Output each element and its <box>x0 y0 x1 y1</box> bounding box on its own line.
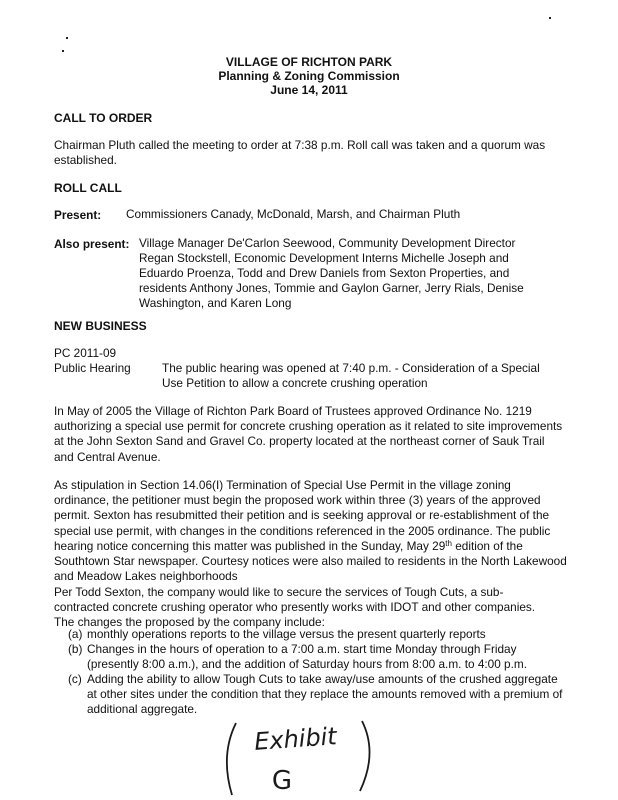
list-text: Adding the ability to allow Tough Cuts to take away/use amounts of the crushed aggregate at other sites under the condition that they replace the amounts removed with a premium of additional aggregate. <box>87 672 563 717</box>
paragraph-tough-cuts-line: The changes the proposed by the company include: <box>54 615 325 629</box>
paragraph-ordinance-history: In May of 2005 the Village of Richton Park Board of Trustees approved Ordinance No. 1219 authorizing a special use permit for concrete crushing operation as it related to site improvements at the John Sexton Sand and Gravel Co. property located at the northeast corner of Sauk Trail and Central Avenue. <box>54 404 563 464</box>
exhibit-letter: G <box>271 766 293 796</box>
document-date: June 14, 2011 <box>270 83 348 97</box>
paragraph-stipulation <box>54 478 568 584</box>
case-number: PC 2011-09 <box>54 346 117 360</box>
also-present-line: Village Manager De'Carlon Seewood, Community Development Director <box>139 236 516 250</box>
right-parenthesis <box>360 721 370 791</box>
also-present-line: Washington, and Karen Long <box>139 296 292 310</box>
list-marker: (b) <box>68 642 83 656</box>
list-text: Changes in the hours of operation to a 7:00 a.m. start time Monday through Friday (presently 8:00 a.m.), and the addition of Saturday hours from 8:00 a.m. to 4:00 p.m. <box>87 642 527 672</box>
present-text: Commissioners Canady, McDonald, Marsh, and Chairman Pluth <box>126 207 461 221</box>
case-description-line: Use Petition to allow a concrete crushing operation <box>162 376 428 390</box>
exhibit-handwritten-mark <box>210 715 390 800</box>
exhibit-word: Exhibit <box>253 722 338 756</box>
also-present-line: Eduardo Proenza, Todd and Drew Daniels from Sexton Properties, and <box>139 266 510 280</box>
list-item <box>68 672 568 718</box>
also-present-line: Regan Stockstell, Economic Development Interns Michelle Joseph and <box>139 251 509 265</box>
section-heading-call-to-order: CALL TO ORDER <box>54 111 153 125</box>
case-type: Public Hearing <box>54 361 131 375</box>
paragraph-stipulation-text-end: edition of the Southtown Star newspaper. Courtesy notices were also mailed to residents in the North Lakewood and Meadow Lakes neighborhoods <box>54 538 567 584</box>
also-present-label: Also present: <box>54 237 130 251</box>
list-item <box>68 642 568 672</box>
left-parenthesis <box>227 723 236 795</box>
section-heading-new-business: NEW BUSINESS <box>54 319 147 333</box>
call-to-order-text: Chairman Pluth called the meeting to order at 7:38 p.m. Roll call was taken and a quorum was established. <box>54 138 546 168</box>
scan-speck <box>62 50 64 52</box>
list-marker: (a) <box>68 627 83 641</box>
section-heading-roll-call: ROLL CALL <box>54 181 122 195</box>
superscript-th: th <box>445 538 452 548</box>
also-present-line: residents Anthony Jones, Tommie and Gaylon Garner, Jerry Rials, Denise <box>139 281 524 295</box>
list-text: monthly operations reports to the village versus the present quarterly reports <box>87 627 486 641</box>
document-title: VILLAGE OF RICHTON PARK <box>225 55 393 69</box>
list-marker: (c) <box>68 672 82 686</box>
paragraph-stipulation-text: As stipulation in Section 14.06(I) Termination of Special Use Permit in the village zoning ordinance, the petitioner must begin the proposed work within three (3) years of the approved permit. Sexton has resubmitted their petition and is seeking approval or re-establishment of the special use permit, with changes in the conditions referenced in the 2005 ordinance. The public hearing notice concerning this matter was published in the Sunday, May 29 <box>54 478 551 553</box>
present-label: Present: <box>54 208 102 222</box>
case-description-line: The public hearing was opened at 7:40 p.m. - Consideration of a Special <box>162 361 540 375</box>
paragraph-tough-cuts-line: Per Todd Sexton, the company would like to secure the services of Tough Cuts, a sub- <box>54 585 504 599</box>
paragraph-tough-cuts-line: contracted concrete crushing operator who presently works with IDOT and other companies. <box>54 600 536 614</box>
list-item <box>68 627 568 642</box>
scan-speck <box>66 37 68 39</box>
scan-speck <box>549 17 551 19</box>
document-subtitle: Planning & Zoning Commission <box>218 69 400 83</box>
